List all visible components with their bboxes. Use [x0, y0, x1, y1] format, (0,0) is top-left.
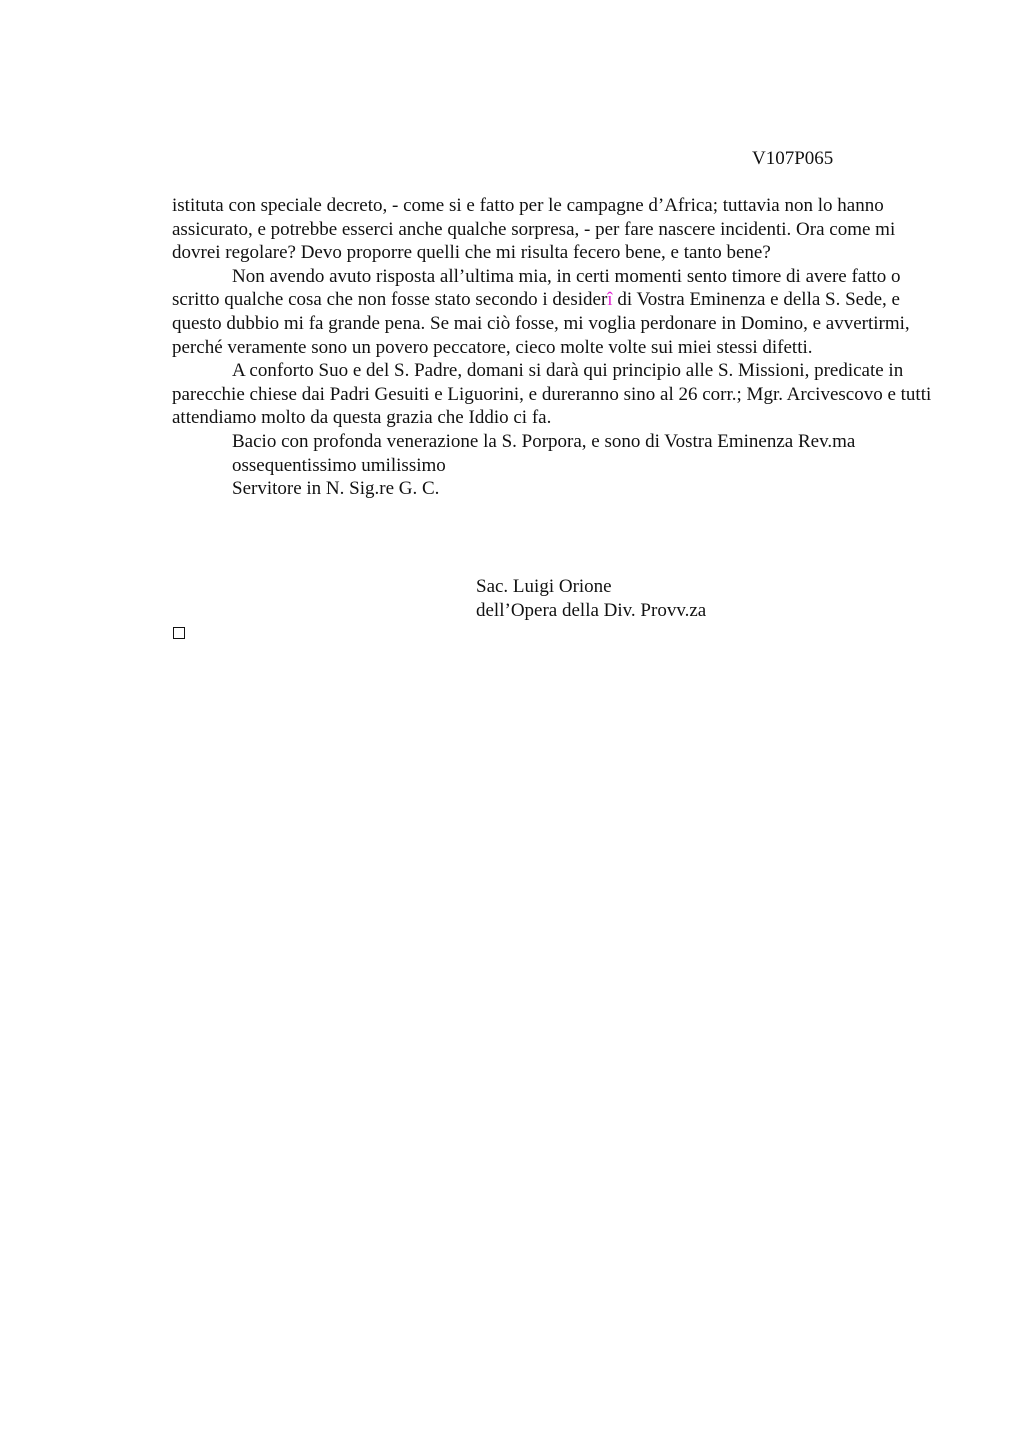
paragraph-2 — [172, 265, 932, 359]
page-code: V107P065 — [752, 148, 834, 169]
closing-line-3: Servitore in N. Sig.re G. C. — [232, 478, 440, 500]
signature-block — [476, 575, 706, 622]
paragraph-3: A conforto Suo e del S. Padre, domani si darà qui principio alle S. Missioni, predicate in parecchie chiese dai Padri Gesuiti e Liguorini, e dureranno sino al 26 corr.; Mgr. Arcivescovo e tutti attendiamo molto da questa grazia che Iddio ci fa. — [172, 360, 932, 429]
accent-character: î — [607, 289, 613, 311]
signature-organization: dell’Opera della Div. Provv.za — [476, 599, 707, 621]
paragraph-1: istituta con speciale decreto, - come si e fatto per le campagne d’Africa; tuttavia non lo hanno assicurato, e potrebbe esserci anche qualche sorpresa, - per fare nascere incidenti. Ora come mi dovrei regolare? Devo proporre quelli che mi risulta fecero bene, e tanto bene? — [172, 195, 896, 264]
paragraph-2-text-end: di Vostra Eminenza e della S. Sede, e questo dubbio mi fa grande pena. Se mai ciò fosse, mi voglia perdonare in Domino, e avvertirmi, perché veramente sono un povero peccatore, cieco molte volte sui miei stessi difetti. — [172, 289, 910, 358]
closing-line-2: ossequentissimo umilissimo — [232, 454, 446, 476]
paragraph-2-text-start: Non avendo avuto risposta all’ultima mia, in certi momenti sento timore di avere fatto o scritto qualche cosa che non fosse stato secondo i desider — [172, 265, 901, 311]
closing-line-1: Bacio con profonda venerazione la S. Porpora, e sono di Vostra Eminenza Rev.ma — [232, 430, 856, 452]
signature-name: Sac. Luigi Orione — [476, 576, 612, 597]
empty-square-icon — [173, 627, 185, 639]
letter-body — [172, 194, 932, 501]
